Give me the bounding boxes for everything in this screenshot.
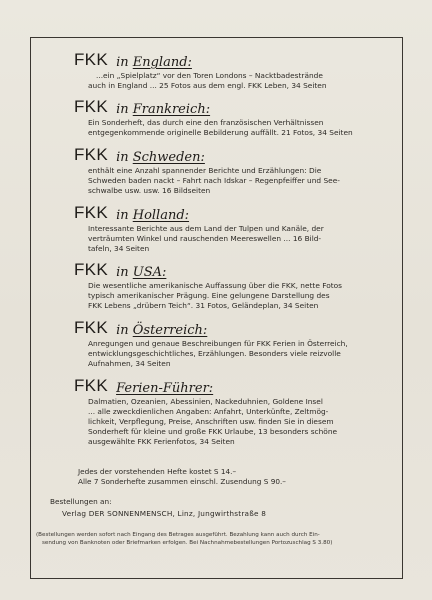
- entry-heading: [74, 318, 400, 338]
- entry-description: [88, 397, 400, 447]
- fkk-label: FKK: [74, 97, 108, 116]
- order-block: [50, 497, 410, 519]
- entry-heading: [74, 203, 400, 223]
- fkk-label: FKK: [74, 376, 108, 395]
- fkk-label: FKK: [74, 260, 108, 279]
- publisher-address: Verlag DER SONNENMENSCH, Linz, Jungwirthstraße 8: [62, 509, 267, 518]
- description-line: enthält eine Anzahl spannender Berichte und Erzählungen: Die: [88, 166, 322, 175]
- description-line: schwalbe usw. usw. 16 Bildseiten: [88, 186, 211, 195]
- entry-description: [88, 224, 400, 254]
- description-line: Interessante Berichte aus dem Land der Tulpen und Kanäle, der: [88, 224, 324, 233]
- country-heading: in England:: [116, 55, 192, 70]
- fkk-label: FKK: [74, 318, 108, 337]
- country-heading: Ferien-Führer:: [116, 381, 214, 396]
- description-line: Die wesentliche amerikanische Auffassung über die FKK, nette Fotos: [88, 281, 343, 290]
- country-heading: in Österreich:: [116, 323, 208, 338]
- entry-frankreich: [74, 97, 400, 138]
- price-single: Jedes der vorstehenden Hefte kostet S 14.–: [78, 467, 237, 476]
- description-line: Sonderheft für kleine und große FKK Urlaube, 13 besonders schöne: [88, 427, 338, 436]
- entry-description: [88, 118, 400, 138]
- price-bundle: Alle 7 Sonderhefte zusammen einschl. Zusendung S 90.–: [78, 477, 286, 486]
- description-line: typisch amerikanischer Prägung. Eine gelungene Darstellung des: [88, 291, 330, 300]
- entry-heading: [74, 50, 400, 70]
- entry-oesterreich: [74, 318, 400, 369]
- description-line: tafeln, 34 Seiten: [88, 244, 150, 253]
- entry-usa: [74, 260, 400, 311]
- entry-description: [88, 281, 400, 311]
- fineprint-line: sendung von Banknoten oder Briefmarken erfolgen. Bei Nachnahmebestellungen Portozuschlag S 3.80): [42, 540, 333, 546]
- description-line: Schweden baden nackt – Fahrt nach Idskar – Regenpfeiffer und See-: [88, 176, 340, 185]
- country-heading: in Schweden:: [116, 150, 205, 165]
- entry-england: [74, 50, 400, 91]
- order-heading: Bestellungen an:: [50, 497, 112, 506]
- description-line: auch in England ... 25 Fotos aus dem engl. FKK Leben, 34 Seiten: [88, 81, 327, 90]
- entry-heading: [74, 97, 400, 117]
- fineprint-line: (Bestellungen werden sofort nach Eingang des Betrages ausgeführt. Bezahlung kann auch durch Ein-: [36, 532, 320, 538]
- country-heading: in USA:: [116, 265, 167, 280]
- fineprint-block: [36, 531, 402, 547]
- pricing-block: [78, 467, 432, 487]
- fkk-label: FKK: [74, 145, 108, 164]
- country-heading: in Holland:: [116, 208, 190, 223]
- description-line: Anregungen und genaue Beschreibungen für FKK Ferien in Österreich,: [88, 339, 348, 348]
- entry-ferien-fuehrer: [74, 376, 400, 447]
- description-line: FKK Lebens „drübern Teich“. 31 Fotos, Geländeplan, 34 Seiten: [88, 301, 319, 310]
- description-line: lichkeit, Verpflegung, Preise, Anschriften usw. finden Sie in diesem: [88, 417, 334, 426]
- entry-description: [88, 339, 400, 369]
- description-line: Dalmatien, Ozeanien, Abessinien, Nackeduhnien, Goldene Insel: [88, 397, 323, 406]
- description-line: ausgewählte FKK Ferienfotos, 34 Seiten: [88, 437, 235, 446]
- description-line: entwicklungsgeschichtliches, Erzählungen. Besonders viele reizvolle: [88, 349, 341, 358]
- description-line: Aufnahmen, 34 Seiten: [88, 359, 171, 368]
- fkk-label: FKK: [74, 50, 108, 69]
- country-heading: in Frankreich:: [116, 102, 211, 117]
- entry-heading: [74, 145, 400, 165]
- description-line: verträumten Winkel und rauschenden Meereswellen ... 16 Bild-: [88, 234, 322, 243]
- entry-description: [88, 71, 400, 91]
- description-line: ...ein „Spielplatz“ vor den Toren Londons – Nacktbadestrände: [96, 71, 323, 80]
- description-line: Ein Sonderheft, das durch eine den französischen Verhältnissen: [88, 118, 324, 127]
- entry-heading: [74, 260, 400, 280]
- entry-holland: [74, 203, 400, 254]
- entry-description: [88, 166, 400, 196]
- description-line: entgegenkommende originelle Bebilderung auffällt. 21 Fotos, 34 Seiten: [88, 128, 353, 137]
- description-line: ... alle zweckdienlichen Angaben: Anfahrt, Unterkünfte, Zeltmög-: [88, 407, 329, 416]
- fkk-label: FKK: [74, 203, 108, 222]
- entry-schweden: [74, 145, 400, 196]
- entry-heading: [74, 376, 400, 396]
